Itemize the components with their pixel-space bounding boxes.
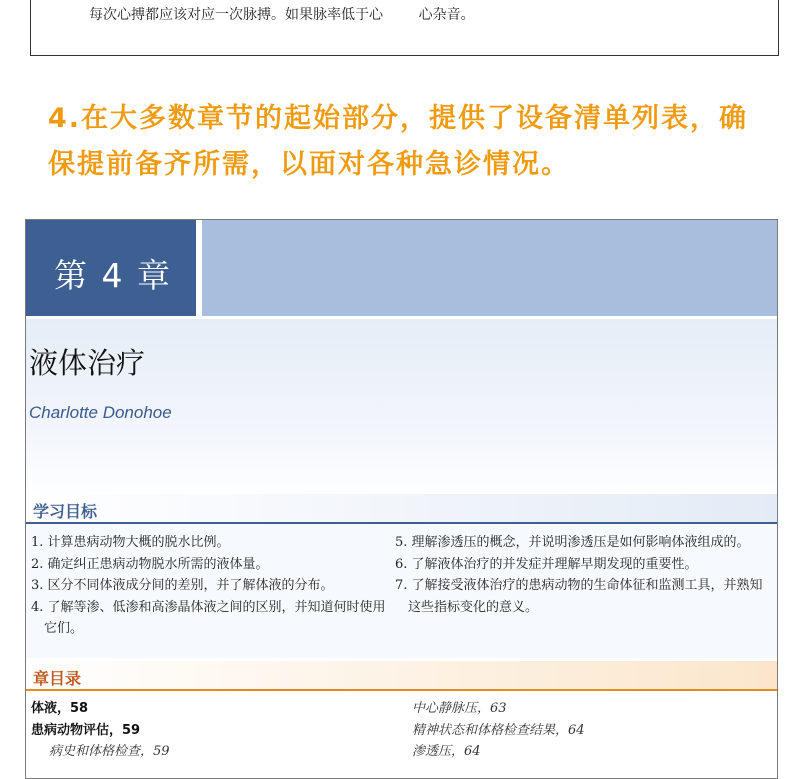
toc-entry-mentation: 精神状态和体格检查结果，64 (412, 722, 585, 738)
previous-text-box (30, 0, 779, 56)
toc-entry-patient-assessment: 患病动物评估，59 (31, 722, 141, 738)
chapter-header-band (202, 220, 777, 316)
toc-right-column (412, 698, 772, 763)
objective-item: 5. 理解渗透压的概念，并说明渗透压是如何影响体液组成的。 (395, 535, 750, 550)
previous-text-line: 每次心搏都应该对应一次脉搏。如果脉率低于心 心杂音。 (89, 7, 475, 23)
objectives-list (26, 524, 777, 658)
chapter-number-tab (26, 220, 196, 316)
objectives-right-column (395, 532, 775, 618)
objectives-heading-label: 学习目标 (33, 502, 98, 521)
objectives-heading (26, 494, 777, 524)
toc-entry-osmotic-pressure: 渗透压，64 (412, 744, 481, 759)
chapter-toc (26, 694, 777, 779)
chapter-title-area (26, 319, 777, 495)
toc-left-column (31, 698, 386, 763)
objective-item: 1. 计算患病动物大概的脱水比例。 (31, 535, 230, 550)
objective-item: 6. 了解液体治疗的并发症并理解早期发现的重要性。 (395, 556, 698, 572)
toc-heading (26, 661, 777, 691)
objectives-left-column (31, 532, 386, 640)
chapter-page-sample (25, 219, 778, 779)
feature-headline: 4.在大多数章节的起始部分，提供了设备清单列表，确保提前备齐所需，以面对各种急诊情况。 (48, 103, 749, 180)
toc-entry-body-fluids: 体液，58 (31, 701, 89, 716)
chapter-number: 第 4 章 (54, 256, 172, 295)
objective-item: 7. 了解接受液体治疗的患病动物的生命体征和监测工具，并熟知这些指标变化的意义。 (395, 578, 763, 615)
toc-entry-history-exam: 病史和体格检查，59 (49, 744, 170, 759)
objective-item: 4. 了解等渗、低渗和高渗晶体液之间的区别，并知道何时使用它们。 (31, 599, 386, 636)
chapter-author: Charlotte Donohoe (29, 403, 172, 422)
toc-heading-label: 章目录 (33, 669, 82, 688)
objective-item: 3. 区分不同体液成分间的差别，并了解体液的分布。 (31, 578, 334, 593)
objective-item: 2. 确定纠正患病动物脱水所需的液体量。 (31, 556, 269, 572)
toc-entry-cvp: 中心静脉压，63 (412, 701, 507, 716)
chapter-title: 液体治疗 (29, 346, 146, 380)
